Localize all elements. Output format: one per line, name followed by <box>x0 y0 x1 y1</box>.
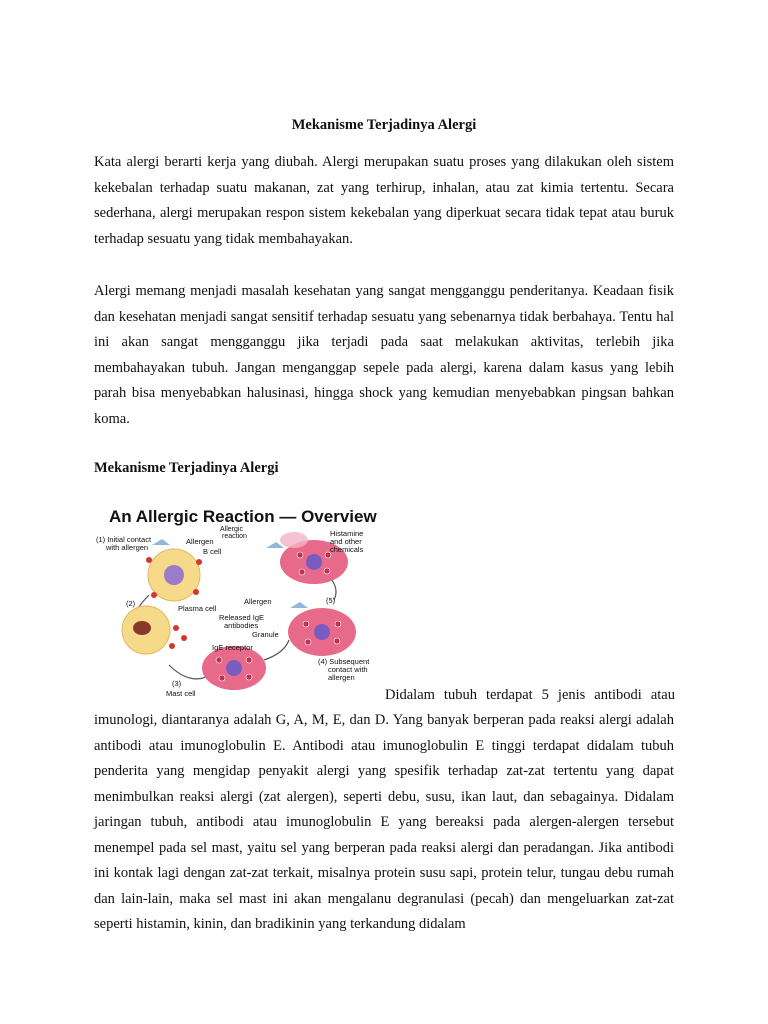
label-released: Released IgE <box>219 613 265 622</box>
allergen-shape <box>152 539 170 545</box>
granule-mark <box>297 552 303 558</box>
label-step4c: allergen <box>328 673 355 682</box>
label-step3: (3) <box>172 679 182 688</box>
granule-mark <box>335 621 341 627</box>
granule-mark <box>305 639 311 645</box>
label-bcell: B cell <box>203 547 222 556</box>
allergen-shape <box>290 602 308 608</box>
label-granule: Granule <box>252 630 279 639</box>
granule-mark <box>216 657 222 663</box>
antibody-mark <box>173 625 179 631</box>
b-cell-nucleus <box>164 565 184 585</box>
antibody-mark <box>196 559 202 565</box>
antibody-mark <box>151 592 157 598</box>
granule-mark <box>246 657 252 663</box>
paragraph-antibody: imunologi, diantaranya adalah G, A, M, E, dan D. Yang banyak berperan pada reaksi alergi adalah antibodi atau imunoglobulin E. Antibodi atau imunoglobulin E tinggi terdapat didalam tubuh penderita yang mengidap penyakit alergi yang spesifik terhadap zat-zat tertentu yang dapat menimbulkan reaksi alergi (zat alergen), seperti debu, susu, ikan laut, dan sebagainya. Didalam jaringan tubuh, antibodi atau imunoglobulin E yang bereaksi pada alergen-alergen tersebut menempel pada sel mast, yaitu sel yang berperan pada reaksi alergi dan peradangan. Jika antibodi ini kontak lagi dengan zat-zat terkait, misalnya protein susu sapi, protein telur, tungau debu rumah dan lain-lain, maka sel mast ini akan mengalanu degranulasi (pecah) dan mengeluarkan zat-zat seperti histamin, kinin, dan bradikinin yang terkandung didalam <box>94 712 674 932</box>
granule-mark <box>324 568 330 574</box>
label-step1b: with allergen <box>106 543 149 552</box>
paragraph-health: Alergi memang menjadi masalah kesehatan yang sangat mengganggu penderitanya. Keadaan fisik dan kesehatan menjadi sangat sensitif terhadap sesuatu yang sebenarnya tidak berbahaya. Tentu hal ini akan sangat mengganggu jika terjadi pada saat melakukan aktivitas, terlebih jika membahayakan tubuh. Jangan menganggap sepele pada alergi, karena dalam kasus yang lebih parah bisa menyebabkan halusinasi, hingga shock yang kemudian menyebabkan pingsan bahkan koma. <box>94 283 674 427</box>
granule-mark <box>299 569 305 575</box>
diagram-svg <box>94 500 394 700</box>
mast-cell-nucleus <box>306 554 322 570</box>
label-antibodies: antibodies <box>224 621 259 630</box>
label-ige-receptor: IgE receptor <box>212 643 253 652</box>
granule-mark <box>246 674 252 680</box>
section-heading: Mekanisme Terjadinya Alergi <box>94 460 279 476</box>
granule-mark <box>219 675 225 681</box>
label-allergen2: Allergen <box>244 597 272 606</box>
diagram-title: An Allergic Reaction — Overview <box>109 507 377 526</box>
label-mast: Mast cell <box>166 689 196 698</box>
label-step5: (5) <box>326 596 336 605</box>
label-plasma: Plasma cell <box>178 604 217 613</box>
histamine-release <box>280 532 308 548</box>
plasma-cell-nucleus <box>133 621 151 635</box>
label-allergen: Allergen <box>186 537 214 546</box>
label-reaction: reaction <box>222 533 247 540</box>
allergic-reaction-diagram <box>94 500 394 700</box>
label-histamine: Histamine <box>330 529 364 538</box>
label-histamine-c: chemicals <box>330 545 364 554</box>
antibody-mark <box>169 643 175 649</box>
mast-cell-nucleus <box>226 660 242 676</box>
antibody-mark <box>181 635 187 641</box>
page-title: Mekanisme Terjadinya Alergi <box>291 117 477 133</box>
granule-mark <box>303 621 309 627</box>
label-histamine-b: and other <box>330 537 362 546</box>
paragraph-antibody-first-line: Didalam tubuh terdapat 5 jenis antibodi atau <box>385 687 675 703</box>
granule-mark <box>334 638 340 644</box>
paragraph-intro: Kata alergi berarti kerja yang diubah. Alergi merupakan suatu proses yang dilakukan oleh sistem kekebalan terhadap suatu makanan, zat yang terhirup, inhalan, atau zat kimia tertentu. Secara sederhana, alergi merupakan respon sistem kekebalan yang diperkuat secara tidak tepat atau buruk terhadap sesuatu yang tidak membahayakan. <box>94 154 674 247</box>
label-allergic: Allergic <box>220 526 243 533</box>
label-step4: (4) Subsequent <box>318 657 370 666</box>
antibody-mark <box>193 589 199 595</box>
arrow-3-4 <box>264 640 289 660</box>
label-step2: (2) <box>126 599 136 608</box>
label-step1: (1) Initial contact <box>96 535 152 544</box>
antibody-mark <box>146 557 152 563</box>
mast-cell-nucleus <box>314 624 330 640</box>
label-step4b: contact with <box>328 665 368 674</box>
